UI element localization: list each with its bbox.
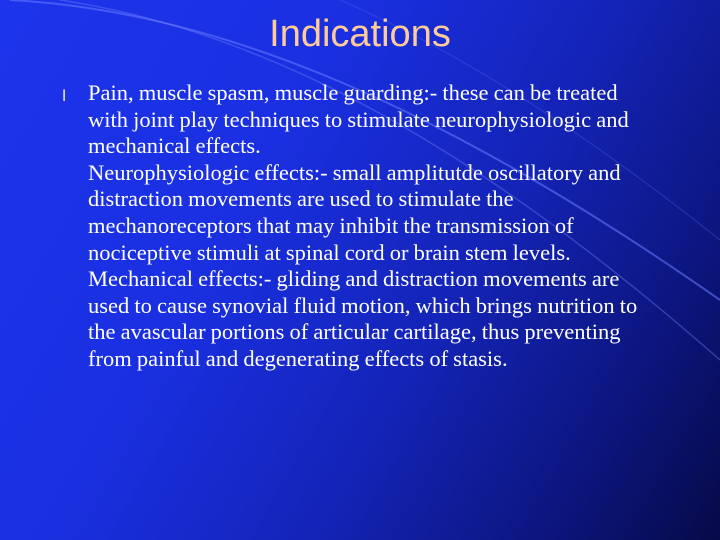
paragraph-indications: Pain, muscle spasm, muscle guarding:- these can be treated with joint play techniques to stimulate neurophysiologic and mechanical effects. bbox=[88, 80, 629, 159]
bullet-list bbox=[60, 80, 660, 373]
bullet-marker-icon: l bbox=[62, 87, 67, 105]
paragraph-mechanical-effects: Mechanical effects:- gliding and distraction movements are used to cause synovial fluid motion, which brings nutrition to the avascular portions of articular cartilage, thus preventing from painful and degenerating effects of stasis. bbox=[88, 266, 638, 371]
bullet-item bbox=[60, 80, 660, 373]
paragraph-neurophysiologic-effects: Neurophysiologic effects:- small amplitutde oscillatory and distraction movements are used to stimulate the mechanoreceptors that may inhibit the transmission of nociceptive stimuli at spinal cord or brain stem levels. bbox=[88, 159, 621, 265]
slide-title: Indications bbox=[269, 13, 451, 55]
